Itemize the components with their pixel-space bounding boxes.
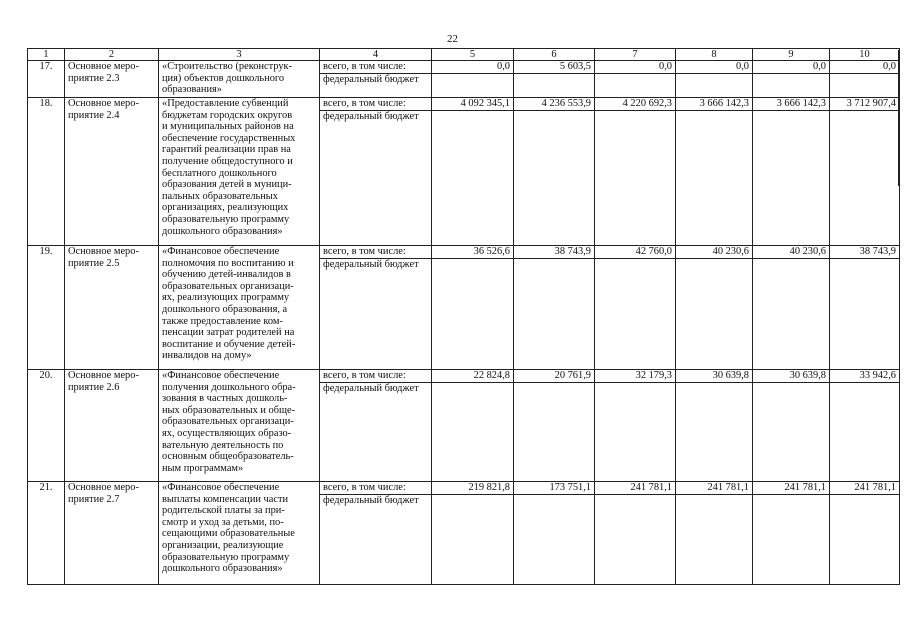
empty-cell	[514, 259, 595, 370]
value-cell: 30 639,8	[753, 370, 830, 383]
value-cell: 0,0	[595, 61, 676, 74]
event-description: «Финансовое обеспечение полномочия по воспитанию и обучению детей-инвалидов в образовательных организаци- ях, реализующих программу дошкольного образования, а также предоставление ком- пенсации затрат родителей на воспитание и обучение детей- инвалидов на дому»	[159, 246, 320, 370]
value-cell: 0,0	[676, 61, 753, 74]
column-header: 5	[432, 49, 514, 61]
total-label: всего, в том числе:	[320, 482, 432, 495]
event-name: Основное меро- приятие 2.6	[65, 370, 159, 482]
value-cell: 3 666 142,3	[753, 98, 830, 111]
value-cell: 241 781,1	[830, 482, 900, 495]
empty-cell	[595, 111, 676, 246]
empty-cell	[514, 383, 595, 482]
empty-cell	[830, 495, 900, 585]
table-row	[28, 370, 900, 383]
value-cell: 38 743,9	[514, 246, 595, 259]
column-header: 1	[28, 49, 65, 61]
empty-cell	[830, 259, 900, 370]
empty-cell	[432, 383, 514, 482]
empty-cell	[676, 259, 753, 370]
row-number: 19.	[28, 246, 65, 370]
empty-cell	[432, 111, 514, 246]
empty-cell	[830, 383, 900, 482]
empty-cell	[830, 111, 900, 246]
value-cell: 241 781,1	[753, 482, 830, 495]
event-description: «Финансовое обеспечение выплаты компенсации части родительской платы за при- смотр и уход за детьми, по- сещающими образовательные организации, реализующие образовательную программу дошкольного образования»	[159, 482, 320, 585]
event-description: «Финансовое обеспечение получения дошкольного обра- зования в частных дошколь- ных образовательных и обще- образовательных организаци- ях, осуществляющих образо- вательную деятельность по основным общеобразователь- ным программам»	[159, 370, 320, 482]
value-cell: 22 824,8	[432, 370, 514, 383]
empty-cell	[753, 383, 830, 482]
event-name: Основное меро- приятие 2.5	[65, 246, 159, 370]
column-header: 4	[320, 49, 432, 61]
empty-cell	[753, 111, 830, 246]
value-cell: 30 639,8	[676, 370, 753, 383]
value-cell: 219 821,8	[432, 482, 514, 495]
value-cell: 4 220 692,3	[595, 98, 676, 111]
value-cell: 3 666 142,3	[676, 98, 753, 111]
column-header: 8	[676, 49, 753, 61]
empty-cell	[753, 74, 830, 98]
value-cell: 0,0	[432, 61, 514, 74]
column-header: 3	[159, 49, 320, 61]
total-label: всего, в том числе:	[320, 246, 432, 259]
table-row	[28, 482, 900, 495]
total-label: всего, в том числе:	[320, 98, 432, 111]
funding-source: федеральный бюджет	[320, 111, 432, 246]
row-number: 21.	[28, 482, 65, 585]
column-header: 7	[595, 49, 676, 61]
empty-cell	[432, 259, 514, 370]
empty-cell	[595, 259, 676, 370]
event-description: «Предоставление субвенций бюджетам городских округов и муниципальных районов на обеспечение государственных гарантий реализации прав на получение общедоступного и бесплатного дошкольного образования детей в муници- пальных образовательных организациях, реализующих образовательную программу дошкольного образования»	[159, 98, 320, 246]
total-label: всего, в том числе:	[320, 61, 432, 74]
event-name: Основное меро- приятие 2.3	[65, 61, 159, 98]
empty-cell	[753, 495, 830, 585]
empty-cell	[753, 259, 830, 370]
value-cell: 40 230,6	[676, 246, 753, 259]
page-number: 22	[447, 33, 458, 45]
column-header: 10	[830, 49, 900, 61]
value-cell: 40 230,6	[753, 246, 830, 259]
value-cell: 4 236 553,9	[514, 98, 595, 111]
column-header: 2	[65, 49, 159, 61]
value-cell: 38 743,9	[830, 246, 900, 259]
row-number: 20.	[28, 370, 65, 482]
funding-source: федеральный бюджет	[320, 495, 432, 585]
empty-cell	[676, 74, 753, 98]
event-description: «Строительство (реконструк- ция) объектов дошкольного образования»	[159, 61, 320, 98]
table-header-row	[28, 49, 900, 61]
column-header: 9	[753, 49, 830, 61]
total-label: всего, в том числе:	[320, 370, 432, 383]
column-header: 6	[514, 49, 595, 61]
funding-source: федеральный бюджет	[320, 74, 432, 98]
value-cell: 241 781,1	[676, 482, 753, 495]
value-cell: 36 526,6	[432, 246, 514, 259]
value-cell: 3 712 907,4	[830, 98, 900, 111]
empty-cell	[595, 383, 676, 482]
empty-cell	[676, 495, 753, 585]
empty-cell	[676, 383, 753, 482]
funding-source: федеральный бюджет	[320, 259, 432, 370]
event-name: Основное меро- приятие 2.7	[65, 482, 159, 585]
value-cell: 0,0	[753, 61, 830, 74]
empty-cell	[595, 495, 676, 585]
value-cell: 0,0	[830, 61, 900, 74]
empty-cell	[676, 111, 753, 246]
empty-cell	[514, 111, 595, 246]
value-cell: 33 942,6	[830, 370, 900, 383]
empty-cell	[830, 74, 900, 98]
value-cell: 5 603,5	[514, 61, 595, 74]
empty-cell	[514, 74, 595, 98]
row-number: 18.	[28, 98, 65, 246]
empty-cell	[432, 495, 514, 585]
value-cell: 241 781,1	[595, 482, 676, 495]
value-cell: 32 179,3	[595, 370, 676, 383]
table-row	[28, 61, 900, 74]
value-cell: 173 751,1	[514, 482, 595, 495]
value-cell: 4 092 345,1	[432, 98, 514, 111]
funding-source: федеральный бюджет	[320, 383, 432, 482]
empty-cell	[595, 74, 676, 98]
empty-cell	[514, 495, 595, 585]
budget-table	[27, 48, 900, 585]
value-cell: 20 761,9	[514, 370, 595, 383]
row-number: 17.	[28, 61, 65, 98]
event-name: Основное меро- приятие 2.4	[65, 98, 159, 246]
table-row	[28, 246, 900, 259]
table-row	[28, 98, 900, 111]
empty-cell	[432, 74, 514, 98]
value-cell: 42 760,0	[595, 246, 676, 259]
